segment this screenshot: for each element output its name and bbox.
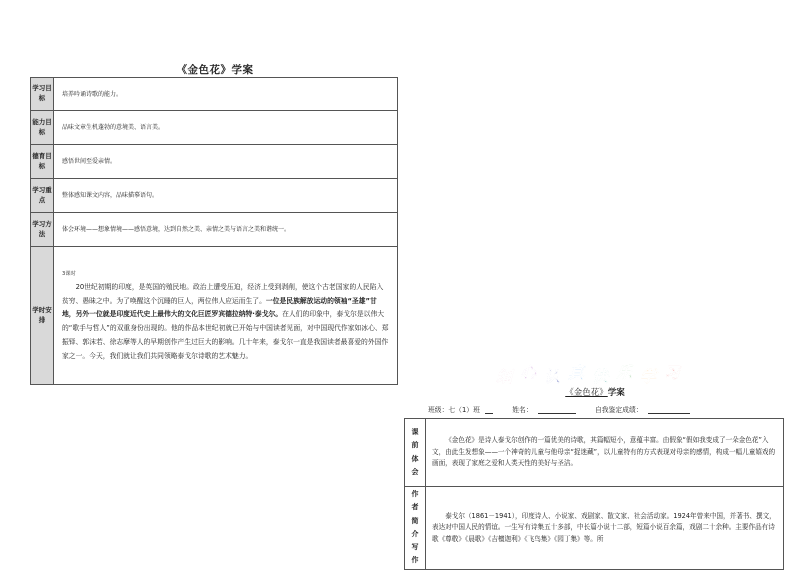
slogan-char: 真 — [568, 363, 585, 382]
row-paragraph: 《金色花》是诗人泰戈尔创作的一篇优美的诗歌，其篇幅短小，意蕴丰富。由假象“假如我变成了一朵金色花”入文，由此生发想象——一个神奇的儿童与他母亲“捉迷藏”，以儿童特有的方式表现对母亲的感情，构成一幅儿童嬉戏的画面，表现了家庭之爱和人类天性的美好与圣洁。 — [432, 436, 776, 468]
row-text: 品味文章生机蓬勃的意境美、语言美。 — [54, 111, 398, 145]
doc1-table — [30, 77, 398, 385]
row-label-text: 课 前 体 会 — [411, 427, 419, 476]
slogan-char: 学 — [640, 367, 657, 386]
row-label: 能力目标 — [31, 111, 54, 145]
class-label: 班级：七（1）班 — [428, 406, 480, 414]
table-row — [405, 487, 784, 570]
table-row — [31, 145, 398, 179]
eval-field[interactable] — [648, 405, 690, 414]
intro-paragraph — [62, 281, 389, 365]
row-text: 培养吟诵诗歌的能力。 — [54, 78, 398, 111]
intro-bold-text: 一位是民族解放运动的领袖“圣雄”甘地，另外一位就是印度近代史上最伟大的文化巨匠罗宾德拉纳特·泰戈尔。 — [62, 296, 377, 319]
name-label: 姓名： — [512, 406, 533, 414]
period-text: 3课时 — [62, 270, 76, 277]
table-row — [31, 111, 398, 145]
intro-text: 20世纪初期的印度，是英国的殖民地。政治上遭受压迫，经济上受到剥削，使这个古老国家的人民陷入贫穷、愚昧之中。为了唤醒这个沉睡的巨人，两位伟人应运而生了。 — [62, 282, 384, 305]
slogan-char: 快 — [592, 367, 609, 386]
slogan-char: 细 — [496, 367, 513, 386]
doc2-title-suffix: 学案 — [607, 388, 625, 398]
row-text: 感悟世间至爱亲情。 — [54, 145, 398, 179]
slogan-char: 乐 — [616, 363, 633, 382]
row-label-text: 作 者 简 介 写 作 — [411, 490, 419, 565]
row-text — [426, 419, 784, 487]
row-label: 学习方法 — [31, 213, 54, 247]
row-label: 学习重点 — [31, 179, 54, 213]
doc1-title: 《金色花》学案 — [176, 64, 254, 76]
row-text: 整体感知课文内容，品味描摹语句。 — [54, 179, 398, 213]
slogan-char: 心 — [520, 363, 537, 382]
row-text — [426, 487, 784, 570]
row-label — [405, 419, 426, 487]
slogan-char: 认 — [544, 367, 561, 386]
info-line — [428, 404, 693, 414]
row-paragraph: 泰戈尔（1861－1941），印度诗人、小说家、戏剧家、散文家、社会活动家。1924年曾来中国，并著书、撰文，表达对中国人民的情谊。一生写有诗集五十多部，中长篇小说十二部，短篇小说百余篇，戏剧二十余种。主要作品有诗歌《尊敬》《晨歌》《吉檀迦利》《飞鸟集》《园丁集》等。所 — [432, 511, 776, 543]
row-label: 学时安排 — [31, 247, 54, 385]
row-label — [405, 487, 426, 570]
slogan-char: 习 — [664, 363, 681, 382]
row-text: 体会环境——想象情境——感悟意境，达到自然之美、亲情之美与语言之美和谐统一。 — [54, 213, 398, 247]
doc2-table — [404, 418, 784, 570]
table-row — [31, 247, 398, 385]
intro-end-text: 在人们的印象中，泰戈尔是以伟大的“歌手与哲人”的双重身份出现的。他的作品本世纪初就已开始与中国读者见面，对中国现代作家如冰心、郑振铎、郭沫若、徐志摩等人的早期创作产生过巨大的影响。几十年来，泰戈尔一直是我国读者最喜爱的外国作家之一。今天，我们就让我们共同领略泰戈尔诗歌的艺术魅力。 — [62, 310, 389, 361]
slogan-svg — [490, 361, 690, 387]
table-row — [31, 213, 398, 247]
table-row — [31, 78, 398, 111]
plan-cell — [54, 247, 398, 385]
doc2-title — [405, 386, 785, 398]
class-blank[interactable] — [485, 405, 493, 414]
row-label: 学习目标 — [31, 78, 54, 111]
eval-label: 自我鉴定成绩： — [594, 406, 643, 414]
slogan-banner — [490, 361, 690, 387]
name-field[interactable] — [538, 405, 576, 414]
doc2-title-main: 《金色花》 — [565, 388, 608, 398]
table-row — [405, 419, 784, 487]
row-label: 德育目标 — [31, 145, 54, 179]
table-row — [31, 179, 398, 213]
